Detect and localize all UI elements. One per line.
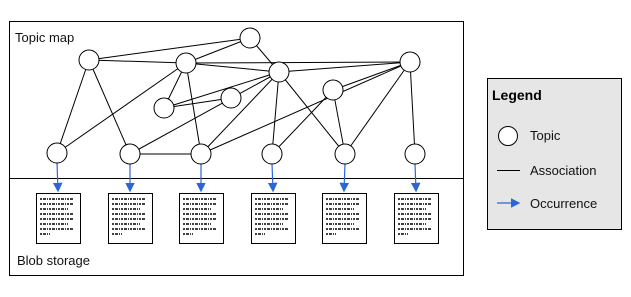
topic-node <box>191 144 211 164</box>
association-line <box>89 38 250 60</box>
association-line <box>57 60 89 153</box>
association-line <box>89 60 186 63</box>
documents <box>37 194 439 244</box>
occurrence-arrow <box>57 163 58 190</box>
topics <box>47 28 425 164</box>
document-icon <box>252 194 296 244</box>
topic-node <box>176 53 196 73</box>
legend-topic-label: Topic <box>530 128 561 143</box>
occurrence-arrow <box>272 164 273 190</box>
occurrences <box>57 163 416 190</box>
legend-title: Legend <box>492 87 542 103</box>
legend <box>488 79 622 230</box>
topic-node <box>154 98 174 118</box>
legend-topic-icon <box>499 127 518 146</box>
document-icon <box>323 194 367 244</box>
association-line <box>186 63 201 154</box>
blob-storage-label: Blob storage <box>17 253 90 268</box>
topic-node <box>120 144 140 164</box>
document-icon <box>180 194 224 244</box>
legend-association-label: Association <box>530 163 597 178</box>
association-line <box>130 72 279 154</box>
occurrence-arrow <box>344 164 345 190</box>
association-line <box>186 62 410 63</box>
association-line <box>89 60 130 154</box>
topic-node <box>269 62 289 82</box>
association-line <box>333 62 410 90</box>
topic-node <box>405 144 425 164</box>
association-line <box>410 62 415 154</box>
association-line <box>272 72 279 154</box>
occurrence-arrow <box>415 164 416 190</box>
topic-node <box>47 143 67 163</box>
document-icon <box>37 194 81 244</box>
document-icon <box>109 194 153 244</box>
topic-map-label: Topic map <box>15 30 75 45</box>
topic-node <box>240 28 260 48</box>
association-line <box>272 90 333 154</box>
topic-node <box>335 144 355 164</box>
topic-node <box>400 52 420 72</box>
topic-node <box>79 50 99 70</box>
topic-node <box>262 144 282 164</box>
topic-node <box>221 88 241 108</box>
association-line <box>186 63 279 72</box>
topic-node <box>323 80 343 100</box>
legend-occurrence-label: Occurrence <box>530 196 598 211</box>
document-icon <box>395 194 439 244</box>
